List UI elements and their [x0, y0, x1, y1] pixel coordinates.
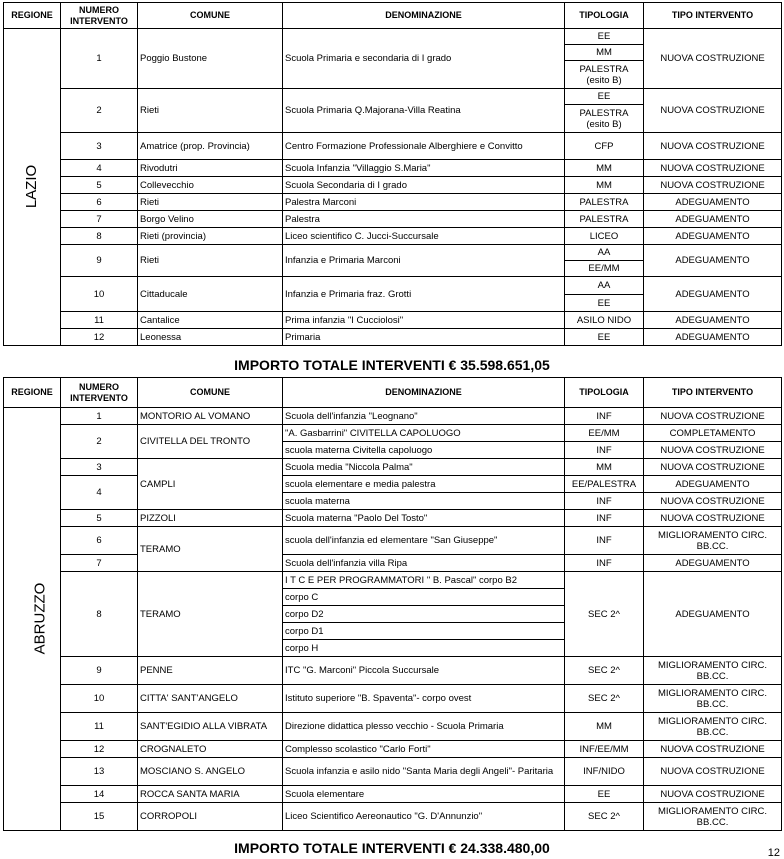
- row-number: 11: [61, 713, 138, 741]
- row-tipologia: AA: [565, 245, 644, 261]
- table-row: [4, 803, 782, 831]
- table-row: [4, 133, 782, 160]
- row-number: 3: [61, 459, 138, 476]
- row-denominazione: Istituto superiore "B. Spaventa"- corpo ovest: [283, 685, 565, 713]
- row-tipologia: SEC 2^: [565, 572, 644, 657]
- row-tipologia: PALESTRA (esito B): [565, 61, 644, 89]
- row-tipologia: CFP: [565, 133, 644, 160]
- row-tipologia: ASILO NIDO: [565, 312, 644, 329]
- row-tipologia: PALESTRA (esito B): [565, 105, 644, 133]
- page-number: 12: [767, 847, 780, 859]
- row-tipologia: SEC 2^: [565, 685, 644, 713]
- header-regione: REGIONE: [4, 378, 61, 408]
- row-tipologia: SEC 2^: [565, 803, 644, 831]
- header-numero: NUMERO INTERVENTO: [61, 378, 138, 408]
- row-comune: Cittaducale: [138, 277, 283, 312]
- row-tipologia: EE/MM: [565, 261, 644, 277]
- row-number: 15: [61, 803, 138, 831]
- row-tipologia: INF: [565, 527, 644, 555]
- row-tipo: NUOVA COSTRUZIONE: [644, 442, 782, 459]
- row-denominazione: Liceo scientifico C. Jucci-Succursale: [283, 228, 565, 245]
- row-tipo: ADEGUAMENTO: [644, 555, 782, 572]
- row-number: 4: [61, 160, 138, 177]
- row-comune: MONTORIO AL VOMANO: [138, 408, 283, 425]
- row-tipologia: LICEO: [565, 228, 644, 245]
- row-tipo: MIGLIORAMENTO CIRC. BB.CC.: [644, 713, 782, 741]
- row-tipo: ADEGUAMENTO: [644, 277, 782, 312]
- table-row: [4, 408, 782, 425]
- row-denominazione: Scuola dell'infanzia "Leognano": [283, 408, 565, 425]
- header-numero: NUMERO INTERVENTO: [61, 3, 138, 29]
- table-row: [4, 89, 782, 105]
- row-tipo: COMPLETAMENTO: [644, 425, 782, 442]
- row-number: 3: [61, 133, 138, 160]
- row-tipo: NUOVA COSTRUZIONE: [644, 177, 782, 194]
- table-row: [4, 758, 782, 786]
- row-comune: Borgo Velino: [138, 211, 283, 228]
- row-comune: Cantalice: [138, 312, 283, 329]
- row-denominazione: corpo C: [283, 589, 565, 606]
- row-tipologia: SEC 2^: [565, 657, 644, 685]
- row-tipo: ADEGUAMENTO: [644, 194, 782, 211]
- row-comune: CIVITELLA DEL TRONTO: [138, 425, 283, 459]
- row-denominazione: scuola dell'infanzia ed elementare "San Giuseppe": [283, 527, 565, 555]
- row-tipo: ADEGUAMENTO: [644, 476, 782, 493]
- row-tipo: MIGLIORAMENTO CIRC. BB.CC.: [644, 685, 782, 713]
- row-tipologia: EE: [565, 786, 644, 803]
- row-denominazione: "A. Gasbarrini" CIVITELLA CAPOLUOGO: [283, 425, 565, 442]
- header-denominazione: DENOMINAZIONE: [283, 378, 565, 408]
- region-label: LAZIO: [23, 164, 41, 208]
- table-row: [4, 459, 782, 476]
- row-number: 1: [61, 408, 138, 425]
- table-row: [4, 425, 782, 442]
- row-tipo: NUOVA COSTRUZIONE: [644, 493, 782, 510]
- row-comune: CAMPLI: [138, 459, 283, 510]
- row-comune: CORROPOLI: [138, 803, 283, 831]
- row-tipologia: MM: [565, 160, 644, 177]
- row-comune: Rieti: [138, 245, 283, 277]
- row-tipo: ADEGUAMENTO: [644, 329, 782, 346]
- row-tipologia: EE/MM: [565, 425, 644, 442]
- table-row: [4, 160, 782, 177]
- row-tipologia: PALESTRA: [565, 194, 644, 211]
- row-denominazione: Centro Formazione Professionale Alberghiere e Convitto: [283, 133, 565, 160]
- row-tipologia: INF: [565, 510, 644, 527]
- row-number: 13: [61, 758, 138, 786]
- row-denominazione: Prima infanzia "I Cucciolosi": [283, 312, 565, 329]
- table-row: [4, 277, 782, 295]
- row-denominazione: Scuola elementare: [283, 786, 565, 803]
- row-denominazione: Primaria: [283, 329, 565, 346]
- row-denominazione: Scuola dell'infanzia villa Ripa: [283, 555, 565, 572]
- row-comune: MOSCIANO S. ANGELO: [138, 758, 283, 786]
- abruzzo-total: IMPORTO TOTALE INTERVENTI € 24.338.480,00: [234, 840, 550, 856]
- row-tipo: ADEGUAMENTO: [644, 245, 782, 277]
- row-denominazione: corpo D1: [283, 623, 565, 640]
- row-denominazione: Liceo Scientifico Aereonautico "G. D'Annunzio": [283, 803, 565, 831]
- table-row: [4, 228, 782, 245]
- row-tipologia: EE: [565, 29, 644, 45]
- row-number: 12: [61, 741, 138, 758]
- row-tipologia: INF: [565, 493, 644, 510]
- row-denominazione: Palestra Marconi: [283, 194, 565, 211]
- table-row: [4, 476, 782, 493]
- row-tipo: NUOVA COSTRUZIONE: [644, 510, 782, 527]
- row-comune: SANT'EGIDIO ALLA VIBRATA: [138, 713, 283, 741]
- row-number: 12: [61, 329, 138, 346]
- row-tipo: NUOVA COSTRUZIONE: [644, 89, 782, 133]
- row-tipo: NUOVA COSTRUZIONE: [644, 741, 782, 758]
- row-tipo: NUOVA COSTRUZIONE: [644, 160, 782, 177]
- row-denominazione: Infanzia e Primaria Marconi: [283, 245, 565, 277]
- row-denominazione: scuola materna Civitella capoluogo: [283, 442, 565, 459]
- row-tipologia: MM: [565, 177, 644, 194]
- header-comune: COMUNE: [138, 378, 283, 408]
- lazio-total: IMPORTO TOTALE INTERVENTI € 35.598.651,05: [234, 357, 550, 373]
- row-number: 5: [61, 510, 138, 527]
- row-comune: TERAMO: [138, 527, 283, 572]
- row-tipologia: INF: [565, 408, 644, 425]
- region-cell: [4, 29, 61, 346]
- row-tipo: NUOVA COSTRUZIONE: [644, 786, 782, 803]
- row-comune: TERAMO: [138, 572, 283, 657]
- row-denominazione: Direzione didattica plesso vecchio - Scuola Primaria: [283, 713, 565, 741]
- row-number: 6: [61, 194, 138, 211]
- region-cell: [4, 408, 61, 831]
- row-denominazione: scuola elementare e media palestra: [283, 476, 565, 493]
- header-tipologia: TIPOLOGIA: [565, 3, 644, 29]
- row-tipo: NUOVA COSTRUZIONE: [644, 758, 782, 786]
- row-tipologia: EE: [565, 89, 644, 105]
- row-comune: PIZZOLI: [138, 510, 283, 527]
- row-tipo: MIGLIORAMENTO CIRC. BB.CC.: [644, 657, 782, 685]
- row-denominazione: Scuola Primaria Q.Majorana-Villa Reatina: [283, 89, 565, 133]
- row-number: 8: [61, 572, 138, 657]
- row-comune: Poggio Bustone: [138, 29, 283, 89]
- table-row: [4, 211, 782, 228]
- row-comune: CITTA' SANT'ANGELO: [138, 685, 283, 713]
- row-tipo: ADEGUAMENTO: [644, 572, 782, 657]
- row-tipo: ADEGUAMENTO: [644, 312, 782, 329]
- header-tipo-intervento: TIPO INTERVENTO: [644, 378, 782, 408]
- row-tipo: NUOVA COSTRUZIONE: [644, 29, 782, 89]
- table-row: [4, 657, 782, 685]
- row-tipologia: EE: [565, 295, 644, 312]
- table-row: [4, 786, 782, 803]
- header-denominazione: DENOMINAZIONE: [283, 3, 565, 29]
- row-comune: CROGNALETO: [138, 741, 283, 758]
- row-tipo: MIGLIORAMENTO CIRC. BB.CC.: [644, 527, 782, 555]
- table-row: [4, 555, 782, 572]
- row-number: 14: [61, 786, 138, 803]
- row-tipologia: MM: [565, 45, 644, 61]
- header-tipologia: TIPOLOGIA: [565, 378, 644, 408]
- table-row: [4, 741, 782, 758]
- table-row: [4, 510, 782, 527]
- row-tipologia: INF: [565, 555, 644, 572]
- row-comune: Collevecchio: [138, 177, 283, 194]
- header-row: [4, 378, 782, 408]
- table-row: [4, 329, 782, 346]
- row-number: 11: [61, 312, 138, 329]
- row-tipologia: INF: [565, 442, 644, 459]
- row-tipo: MIGLIORAMENTO CIRC. BB.CC.: [644, 803, 782, 831]
- row-denominazione: Palestra: [283, 211, 565, 228]
- row-tipologia: MM: [565, 459, 644, 476]
- row-tipologia: INF/NIDO: [565, 758, 644, 786]
- row-number: 2: [61, 425, 138, 459]
- row-comune: Amatrice (prop. Provincia): [138, 133, 283, 160]
- row-number: 2: [61, 89, 138, 133]
- row-number: 10: [61, 685, 138, 713]
- header-regione: REGIONE: [4, 3, 61, 29]
- row-tipologia: PALESTRA: [565, 211, 644, 228]
- row-comune: Rieti: [138, 89, 283, 133]
- row-number: 5: [61, 177, 138, 194]
- row-number: 6: [61, 527, 138, 555]
- row-denominazione: corpo H: [283, 640, 565, 657]
- row-tipologia: EE: [565, 329, 644, 346]
- header-tipo-intervento: TIPO INTERVENTO: [644, 3, 782, 29]
- row-denominazione: Scuola Primaria e secondaria di I grado: [283, 29, 565, 89]
- row-denominazione: ITC "G. Marconi" Piccola Succursale: [283, 657, 565, 685]
- row-comune: Rieti: [138, 194, 283, 211]
- table-row: [4, 527, 782, 555]
- region-label: ABRUZZO: [31, 582, 49, 654]
- row-number: 9: [61, 657, 138, 685]
- row-denominazione: I T C E PER PROGRAMMATORI " B. Pascal" corpo B2: [283, 572, 565, 589]
- row-denominazione: scuola materna: [283, 493, 565, 510]
- row-number: 7: [61, 555, 138, 572]
- row-number: 10: [61, 277, 138, 312]
- row-number: 7: [61, 211, 138, 228]
- row-number: 4: [61, 476, 138, 510]
- row-tipologia: MM: [565, 713, 644, 741]
- row-denominazione: Scuola Infanzia "Villaggio S.Maria": [283, 160, 565, 177]
- table-row: [4, 572, 782, 589]
- row-number: 9: [61, 245, 138, 277]
- row-tipo: ADEGUAMENTO: [644, 211, 782, 228]
- row-comune: Leonessa: [138, 329, 283, 346]
- table-row: [4, 29, 782, 45]
- row-denominazione: corpo D2: [283, 606, 565, 623]
- table-row: [4, 685, 782, 713]
- table-row: [4, 245, 782, 261]
- table-row: [4, 194, 782, 211]
- row-tipo: NUOVA COSTRUZIONE: [644, 408, 782, 425]
- row-comune: Rivodutri: [138, 160, 283, 177]
- row-denominazione: Infanzia e Primaria fraz. Grotti: [283, 277, 565, 312]
- row-denominazione: Scuola media "Niccola Palma": [283, 459, 565, 476]
- row-number: 8: [61, 228, 138, 245]
- row-tipologia: EE/PALESTRA: [565, 476, 644, 493]
- row-number: 1: [61, 29, 138, 89]
- row-denominazione: Scuola Secondaria di I grado: [283, 177, 565, 194]
- row-comune: Rieti (provincia): [138, 228, 283, 245]
- table-row: [4, 713, 782, 741]
- row-denominazione: Scuola materna "Paolo Del Tosto": [283, 510, 565, 527]
- header-comune: COMUNE: [138, 3, 283, 29]
- header-row: [4, 3, 782, 29]
- row-tipologia: INF/EE/MM: [565, 741, 644, 758]
- row-tipo: NUOVA COSTRUZIONE: [644, 459, 782, 476]
- row-tipologia: AA: [565, 277, 644, 295]
- row-tipo: NUOVA COSTRUZIONE: [644, 133, 782, 160]
- row-comune: PENNE: [138, 657, 283, 685]
- table-row: [4, 177, 782, 194]
- row-denominazione: Complesso scolastico "Carlo Forti": [283, 741, 565, 758]
- row-tipo: ADEGUAMENTO: [644, 228, 782, 245]
- row-denominazione: Scuola infanzia e asilo nido "Santa Maria degli Angeli"- Paritaria: [283, 758, 565, 786]
- lazio-table: [3, 2, 782, 346]
- table-row: [4, 312, 782, 329]
- abruzzo-table: [3, 377, 782, 831]
- row-comune: ROCCA SANTA MARIA: [138, 786, 283, 803]
